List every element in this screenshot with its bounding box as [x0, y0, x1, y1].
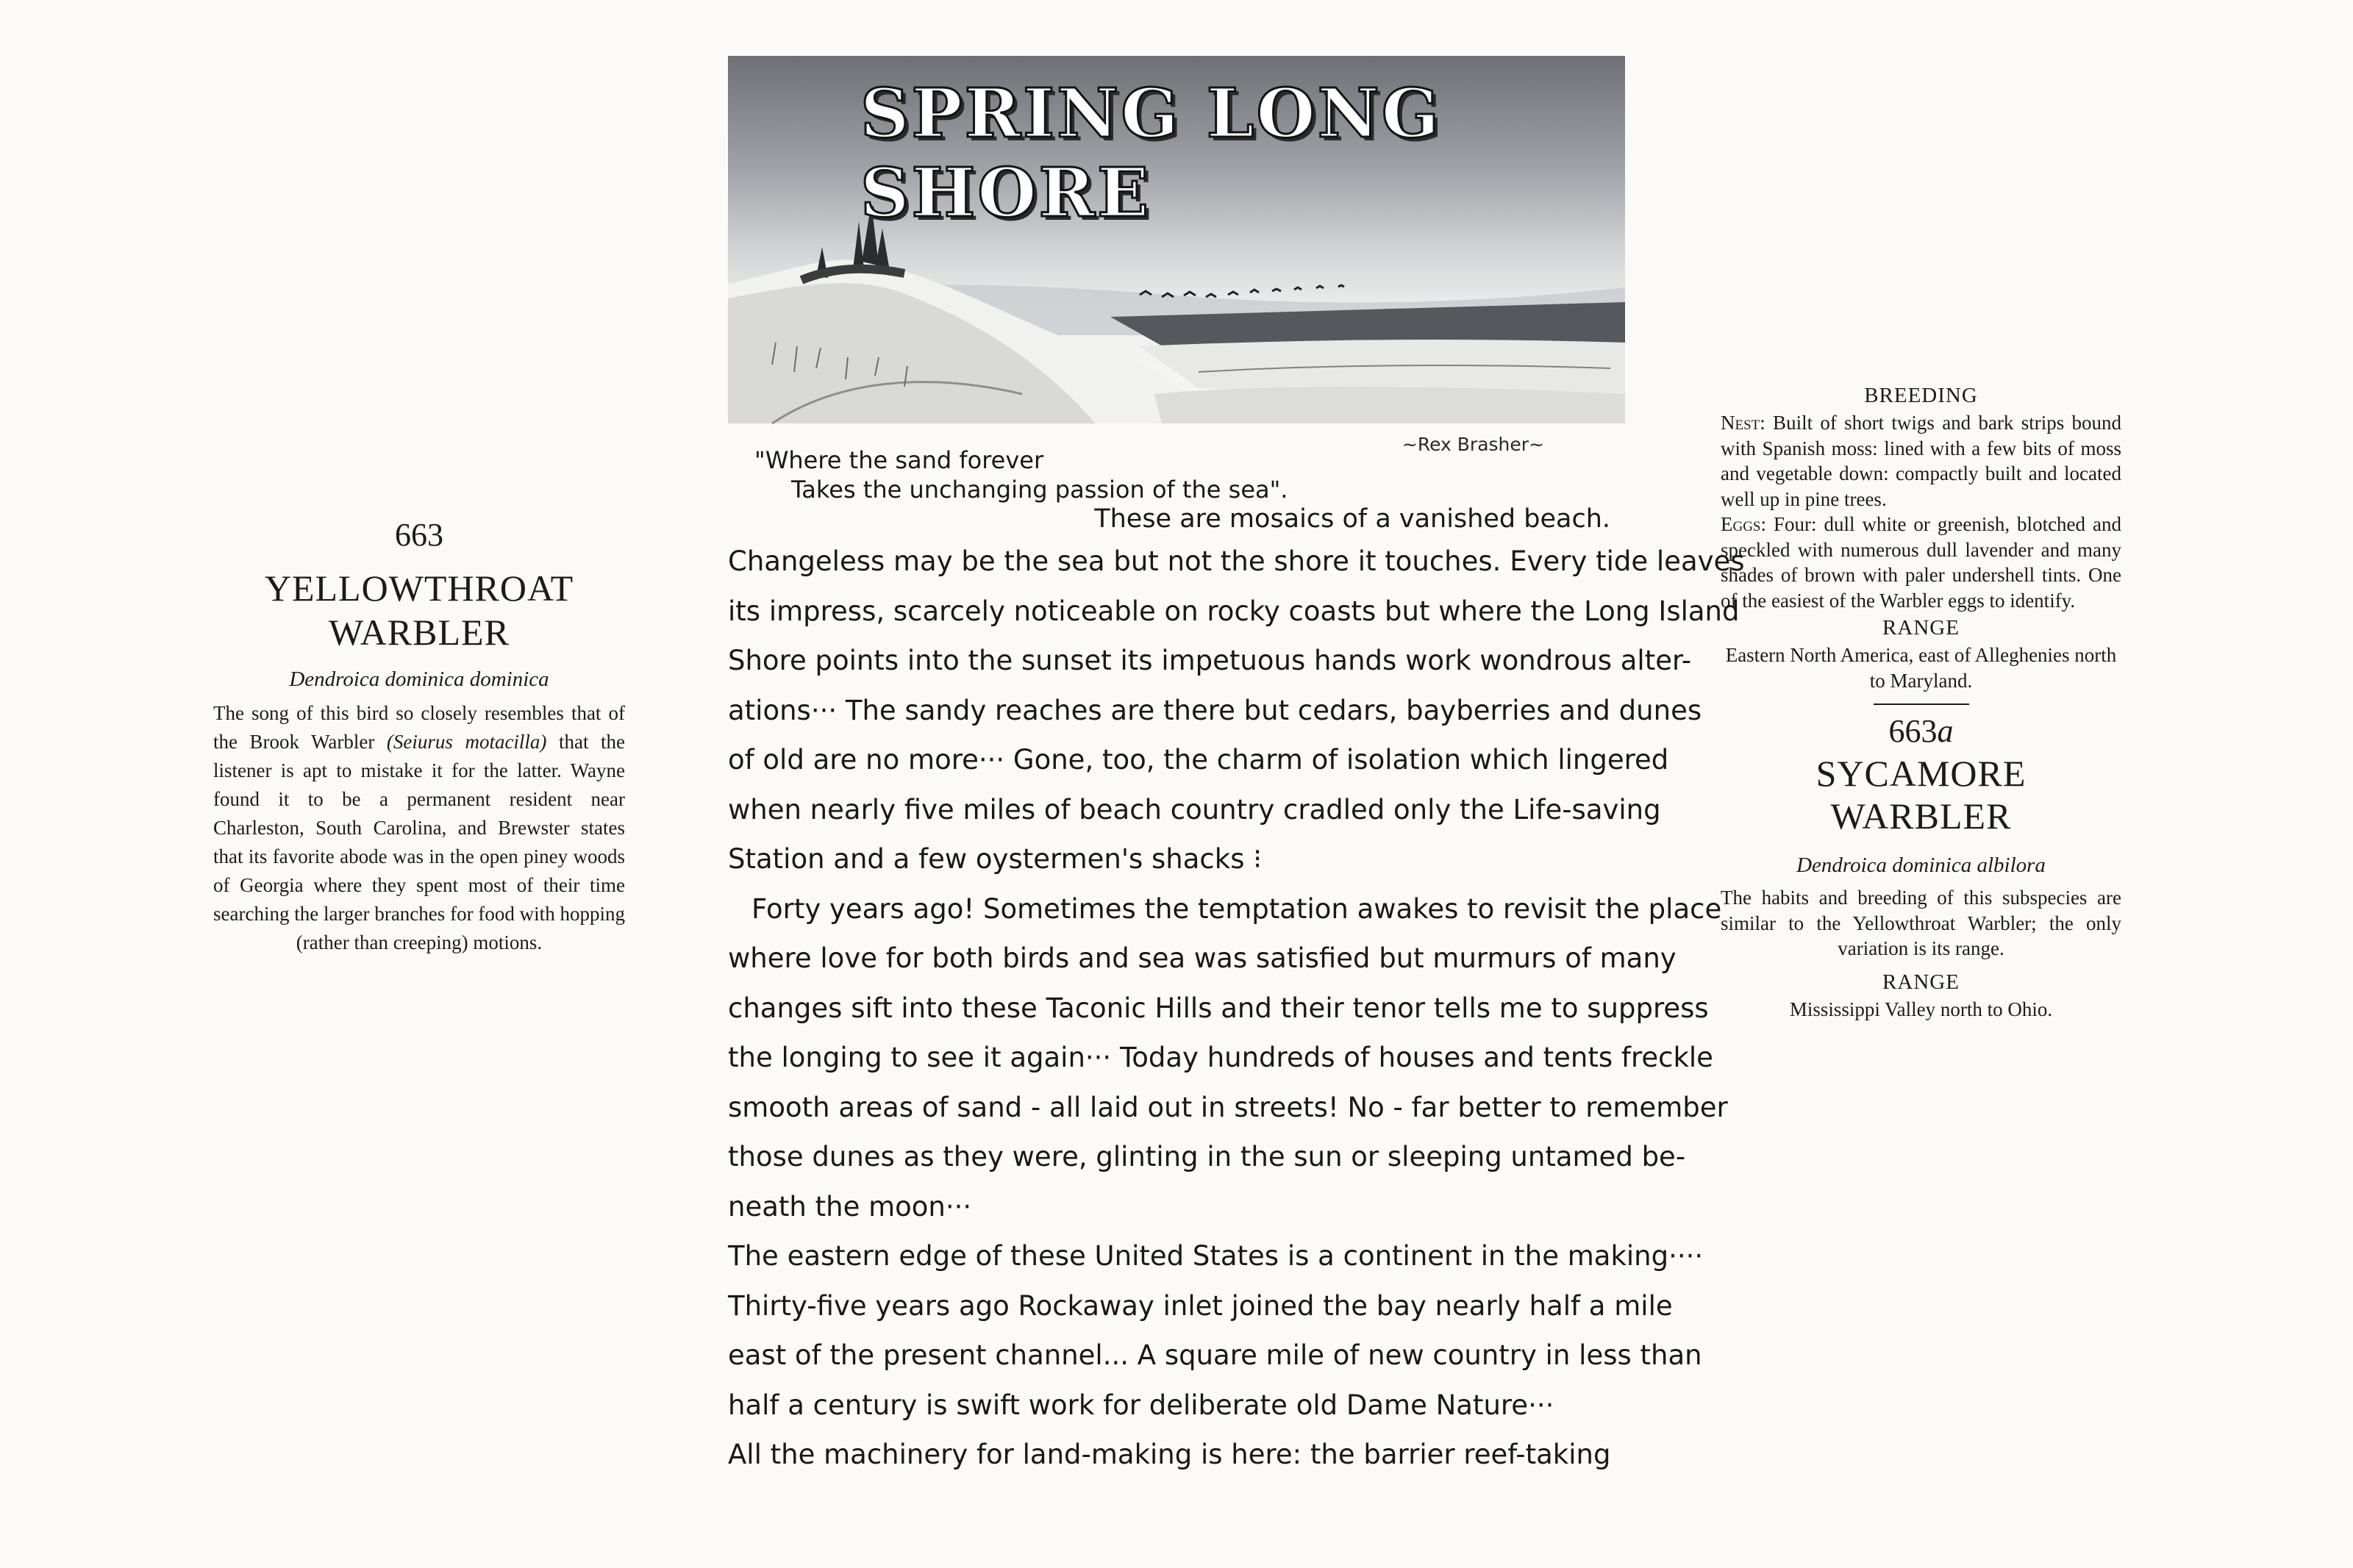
description-latin: (Seiurus motacilla) [386, 731, 547, 753]
essay-line: half a century is swift work for deliberate old Dame Nature··· [728, 1389, 1554, 1421]
essay-line: those dunes as they were, glinting in the sun or sleeping untamed be- [728, 1141, 1686, 1173]
essay-line: of old are no more··· Gone, too, the charm of isolation which lingered [728, 744, 1669, 776]
species-name-line2: WARBLER [329, 612, 510, 653]
species-name-line1: YELLOWTHROAT [264, 568, 574, 609]
essay-line: when nearly five miles of beach country cradled only the Life-saving [728, 793, 1661, 826]
nest-label: Nest [1721, 412, 1760, 434]
shore-illustration [728, 56, 1625, 423]
breeding-heading: BREEDING [1864, 384, 1978, 407]
species-name-line1: SYCAMORE [1815, 753, 2027, 794]
essay-line: the longing to see it again··· Today hundreds of houses and tents freckle [728, 1042, 1713, 1073]
species-name-line2: WARBLER [1830, 795, 2012, 837]
range-heading: RANGE [1882, 616, 1960, 640]
range-text: Mississippi Valley north to Ohio. [1789, 998, 2053, 1020]
breeding-and-sycamore-column [1721, 381, 2121, 1022]
description-part-b: that the listener is apt to mistake it for the latter. Wayne found it to be a permanent resident near Charleston, South Carolina, and Brewster states that its favorite abode was in the open piney woods of Georgia where they spent most of their time searching the larger branches for food with hopping (rather than creeping) motions. [213, 731, 625, 953]
nest-paragraph [1721, 410, 2121, 512]
species-number: 663a [1888, 713, 1954, 749]
quote-line: These are mosaics of a vanished beach. [1094, 504, 1610, 534]
range-text: Eastern North America, east of Alleghenies north to Maryland. [1725, 644, 2117, 692]
essay-line: Changeless may be the sea but not the shore it touches. Every tide leaves [728, 545, 1745, 577]
quote-line: Takes the unchanging passion of the sea". [791, 476, 1288, 504]
artist-signature: ~Rex Brasher~ [1402, 434, 1544, 455]
essay-line: neath the moon··· [728, 1190, 972, 1222]
essay-line: Shore points into the sunset its impetuous hands work wondrous alter- [728, 645, 1692, 676]
nest-text: : Built of short twigs and bark strips bound with Spanish moss: lined with a few bits of moss and vegetable down: compactly built and located well up in pine trees. [1721, 412, 2121, 510]
species-latin-name: Dendroica dominica albilora [1796, 853, 2046, 877]
essay-line: The eastern edge of these United States is a continent in the making···· [728, 1240, 1704, 1272]
species-latin-name: Dendroica dominica dominica [289, 667, 549, 691]
range-heading: RANGE [1882, 970, 1960, 994]
eggs-label: Eggs [1721, 513, 1761, 535]
species-number: 663 [395, 517, 443, 553]
essay-line: All the machinery for land-making is here: the barrier reef-taking [728, 1439, 1611, 1470]
essay-line: changes sift into these Taconic Hills and their tenor tells me to suppress [728, 992, 1709, 1024]
essay-line: smooth areas of sand - all laid out in streets! No - far better to remember [728, 1091, 1728, 1123]
essay-line: Station and a few oystermen's shacks ⁝ [728, 843, 1262, 875]
epigraph-quote [728, 445, 1625, 534]
essay-line: its impress, scarcely noticeable on rocky coasts but where the Long Island [728, 595, 1740, 627]
habits-paragraph: The habits and breeding of this subspecies are similar to the Yellowthroat Warbler; the only variation is its range. [1721, 887, 2121, 959]
essay-line: Forty years ago! Sometimes the temptation awakes to revisit the place [751, 892, 1722, 925]
quote-line: "Where the sand forever [754, 446, 1044, 474]
section-divider [1874, 704, 1969, 705]
species-description [213, 699, 625, 957]
essay-text [728, 537, 1745, 1480]
eggs-text: : Four: dull white or greenish, blotched and speckled with numerous dull lavender and many shades of brown with paler undershell tints. One of the easiest of the Warbler eggs to identify. [1721, 513, 2121, 612]
illustration-title: SPRING LONG SHORE [860, 74, 1442, 232]
yellowthroat-entry [213, 515, 625, 957]
essay-line: where love for both birds and sea was satisfied but murmurs of many [728, 942, 1677, 974]
essay-line: east of the present channel... A square mile of new country in less than [728, 1339, 1702, 1371]
essay-line: Thirty-five years ago Rockaway inlet joined the bay nearly half a mile [728, 1289, 1673, 1322]
essay-line: ations··· The sandy reaches are there but cedars, bayberries and dunes [728, 694, 1702, 726]
description-part-a: The song of this bird so closely resembles that of the Brook Warbler [213, 702, 625, 753]
eggs-paragraph [1721, 512, 2121, 613]
